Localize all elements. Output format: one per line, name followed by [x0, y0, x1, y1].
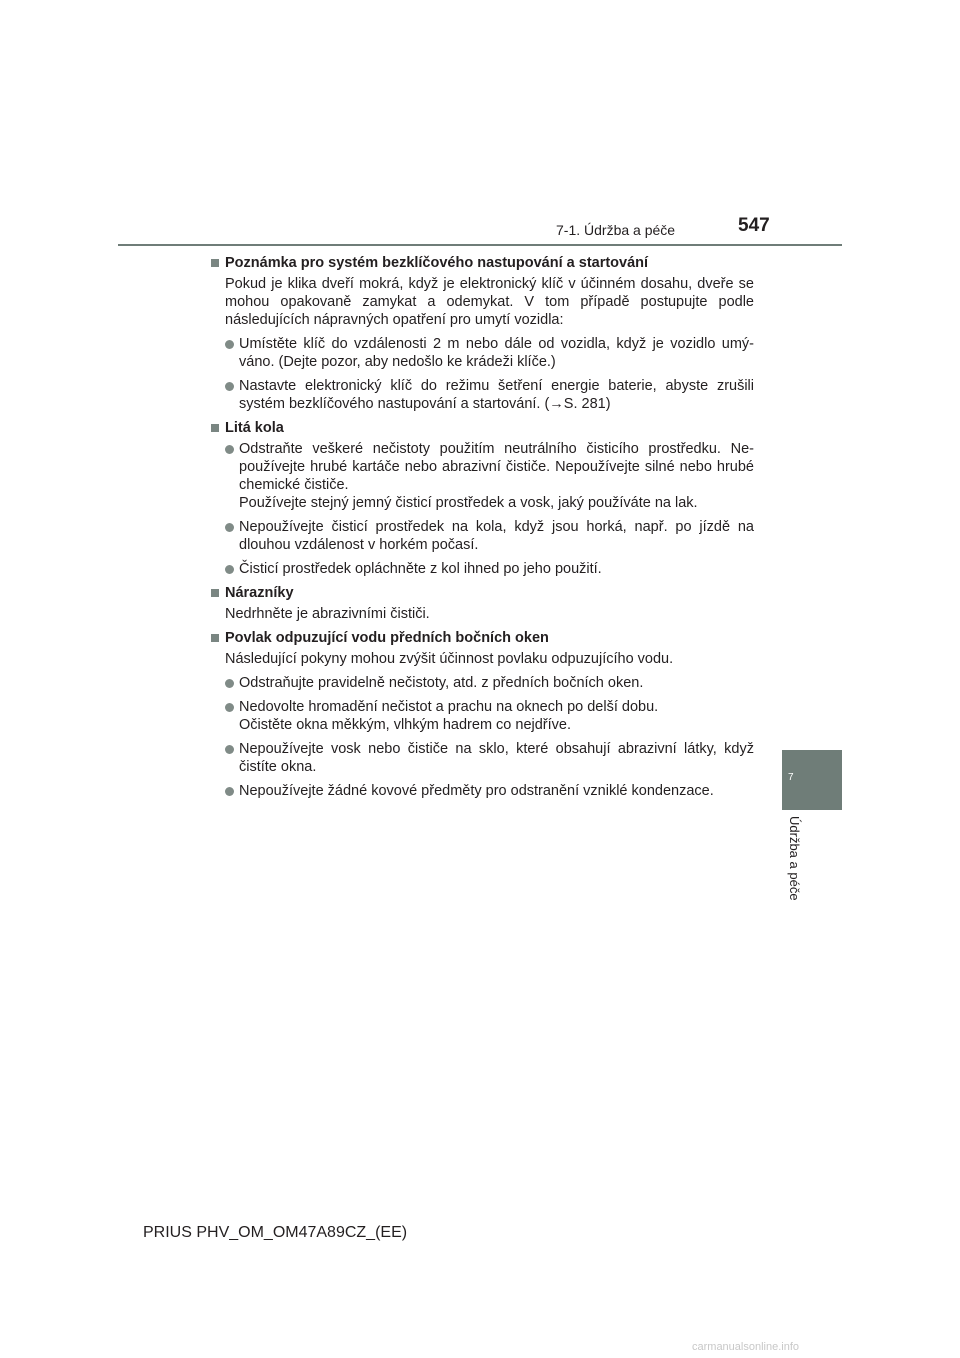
list-item-paragraph: Nepoužívejte žádné kovové předměty pro odstranění vzniklé kondenzace. [239, 783, 714, 799]
section-heading [209, 584, 754, 602]
list-item-text [239, 740, 754, 776]
section [209, 629, 754, 800]
list-item-text [239, 518, 754, 554]
list-item [209, 560, 754, 578]
watermark: carmanualsonline.info [692, 1341, 800, 1353]
heading-square-icon [211, 634, 219, 642]
list-item-paragraph: Nedovolte hromadění nečistot a prachu na oknech po delší dobu. [239, 699, 659, 715]
section-heading [209, 419, 754, 437]
list-item [209, 440, 754, 512]
header-divider [118, 244, 842, 246]
page-number: 547 [738, 215, 770, 236]
list-item [209, 782, 754, 800]
bullet-icon [225, 382, 234, 391]
section-text: Pokud je klika dveří mokrá, když je elektronický klíč v účinném dosahu, dveře se mohou opakovaně zamykat a odemykat. V tom případě postupujte podle následujících nápravných opatření pro umytí vozidla: [225, 276, 754, 328]
list-item-paragraph: Umístěte klíč do vzdálenosti 2 m nebo dále od vozidla, když je vozidlo umý-váno. (Dejte pozor, aby nedošlo ke krádeži klíče.) [239, 336, 754, 370]
section-heading-text: Povlak odpuzující vodu předních bočních oken [225, 630, 549, 646]
list-item-paragraph: Nastavte elektronický klíč do režimu šetření energie baterie, abyste zrušili systém bezklíčového nastupování a startování. (→S. 281) [239, 378, 754, 412]
bullet-icon [225, 445, 234, 454]
list-item-paragraph: Čisticí prostředek opláchněte z kol ihned po jeho použití. [239, 561, 602, 577]
chapter-title: Údržba a péče [787, 816, 802, 901]
bullet-icon [225, 523, 234, 532]
list-item-text [239, 335, 754, 371]
list-item-text [239, 698, 754, 734]
section-heading-text: Poznámka pro systém bezklíčového nastupování a startování [225, 255, 649, 271]
bullet-icon [225, 745, 234, 754]
section-heading-text: Nárazníky [225, 585, 294, 601]
main-content [209, 254, 754, 806]
section-heading [209, 254, 754, 272]
list-item-paragraph: Nepoužívejte vosk nebo čističe na sklo, které obsahují abrazivní látky, když čistíte okna. [239, 741, 754, 775]
list-item-text [239, 377, 754, 413]
list-item [209, 698, 754, 734]
list-item [209, 518, 754, 554]
list-item-text [239, 440, 754, 512]
heading-square-icon [211, 589, 219, 597]
section [209, 419, 754, 578]
section [209, 584, 754, 623]
list-item [209, 740, 754, 776]
chapter-number: 7 [788, 772, 794, 783]
list-item-text [239, 782, 754, 800]
bullet-icon [225, 787, 234, 796]
section-heading [209, 629, 754, 647]
bullet-icon [225, 565, 234, 574]
header-section-title: 7-1. Údržba a péče [556, 222, 676, 238]
list-item-paragraph: Odstraňujte pravidelně nečistoty, atd. z předních bočních oken. [239, 675, 644, 691]
bullet-icon [225, 340, 234, 349]
list-item-paragraph: Očistěte okna měkkým, vlhkým hadrem co nejdříve. [239, 717, 572, 733]
section-text: Nedrhněte je abrazivními čističi. [225, 606, 430, 622]
list-item-paragraph: Nepoužívejte čisticí prostředek na kola, když jsou horká, např. po jízdě na dlouhou vzdálenost v horkém počasí. [239, 519, 754, 553]
list-item-paragraph: Používejte stejný jemný čisticí prostředek a vosk, jaký používáte na lak. [239, 495, 698, 511]
list-item-paragraph: Odstraňte veškeré nečistoty použitím neutrálního čisticího prostředku. Ne-používejte hrubé kartáče nebo abrazivní čističe. Nepoužívejte silné nebo hrubé chemické čističe. [239, 441, 754, 493]
page-header [0, 0, 960, 250]
list-item-text [239, 560, 754, 578]
section-text: Následující pokyny mohou zvýšit účinnost povlaku odpuzujícího vodu. [225, 651, 674, 667]
bullet-icon [225, 703, 234, 712]
list-item [209, 377, 754, 413]
heading-square-icon [211, 424, 219, 432]
heading-square-icon [211, 259, 219, 267]
chapter-side-title [784, 816, 806, 916]
section-heading-text: Litá kola [225, 420, 284, 436]
list-item-text [239, 674, 754, 692]
list-item [209, 335, 754, 371]
list-item [209, 674, 754, 692]
bullet-icon [225, 679, 234, 688]
section [209, 254, 754, 413]
manual-code: PRIUS PHV_OM_OM47A89CZ_(EE) [143, 1224, 408, 1241]
